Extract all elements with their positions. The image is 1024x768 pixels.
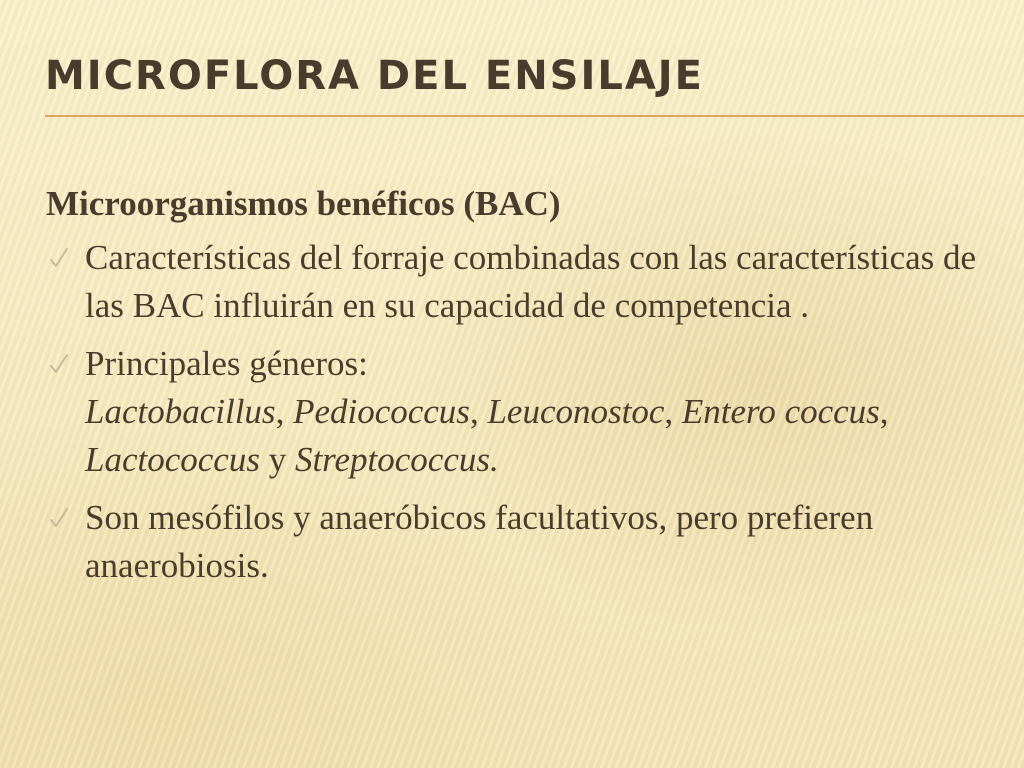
check-icon: [48, 236, 70, 276]
genera-label: Principales géneros:: [85, 344, 368, 383]
bullet-item-mesophilic: [46, 494, 996, 590]
bullet-list: [46, 234, 996, 590]
separator: ,: [469, 392, 488, 431]
genus-lactococcus: Lactococcus: [85, 440, 260, 479]
slide-body: [46, 180, 996, 600]
genus-lactobacillus: Lactobacillus: [85, 392, 276, 431]
separator: ,: [664, 392, 682, 431]
title-area: [45, 46, 704, 106]
genus-pediococcus: Pediococcus: [293, 392, 470, 431]
separator: ,: [879, 392, 889, 431]
check-icon: [48, 342, 70, 382]
bullet-text: Son mesófilos y anaeróbicos facultativos, pero prefieren anaerobiosis.: [85, 498, 874, 585]
section-heading: Microorganismos benéficos (BAC): [46, 184, 561, 223]
bullet-item-principal-genera: [46, 340, 996, 484]
conjunction: y: [259, 440, 295, 479]
check-icon: [48, 496, 70, 536]
bullet-text: Características del forraje combinadas con las características de las BAC influirán en su capacidad de competencia .: [85, 238, 977, 325]
slide-title: MICROFLORA DEL ENSILAJE: [45, 53, 705, 99]
genus-enterococcus: Entero coccus: [681, 392, 880, 431]
title-divider: [45, 115, 1024, 117]
bullet-text: [85, 344, 889, 479]
genus-leuconostoc: Leuconostoc: [487, 392, 665, 431]
separator: ,: [275, 392, 294, 431]
genus-streptococcus: Streptococcus.: [294, 440, 499, 479]
bullet-item-forage-characteristics: [46, 234, 996, 330]
